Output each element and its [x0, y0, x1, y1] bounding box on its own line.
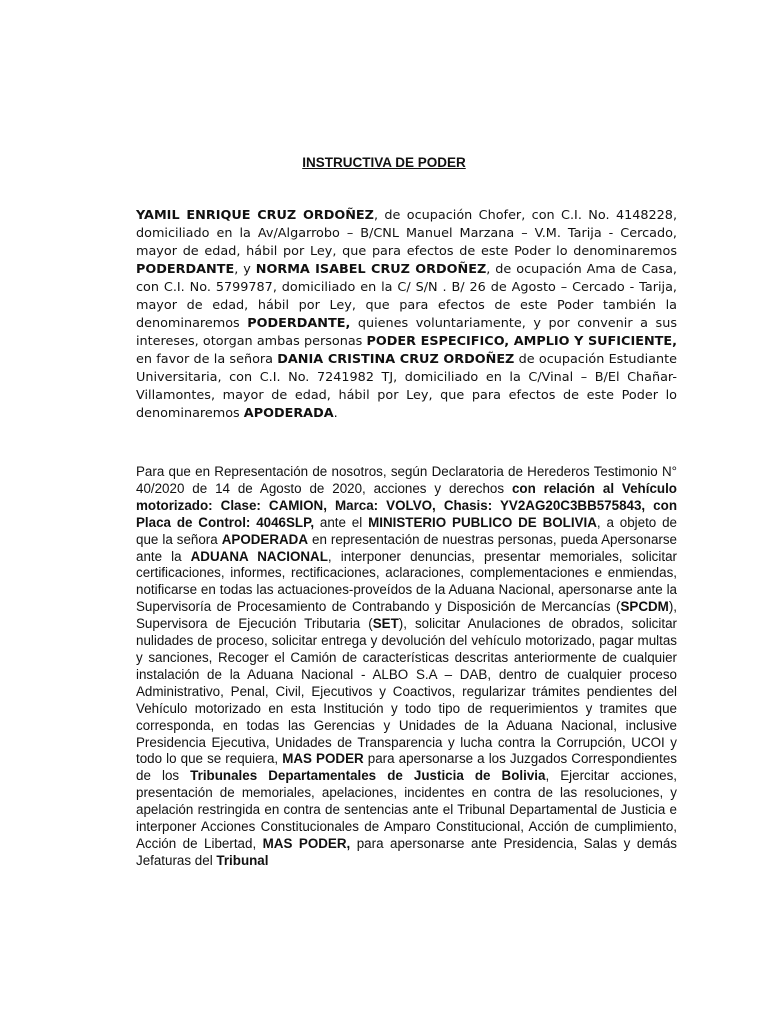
- text-run: .: [333, 406, 338, 421]
- text-run: , interponer denuncias, presentar memoriales, solicitar certificaciones, informes, rectificaciones, aclaraciones, complementaciones e enmiendas, notificarse en todas las actuaciones-proveídos de la Aduana Nacional, apersonarse ante la Supervisoría de Procesamiento de Contrabando y Disposición de Mercancías (: [136, 548, 677, 615]
- bold-text-run: MAS PODER: [282, 751, 364, 767]
- text-run: , a objeto de que la señora: [136, 514, 677, 547]
- text-run: ), solicitar Anulaciones de obrados, solicitar nulidades de proceso, solicitar entrega y devolución del vehículo motorizado, pagar multas y sanciones, Recoger el Camión de características descritas anteriormente de cualquier instalación de la Aduana Nacional - ALBO S.A – DAB, dentro de cualquier proceso Administrativo, Penal, Civil, Ejecutivos y Coactivos, regularizar trámites pendientes del Vehículo motorizado en esta Institución y todo tipo de requerimientos y tramites que corresponda, en todas las Gerencias y Unidades de la Aduana Nacional, inclusive Presidencia Ejecutiva, Unidades de Transparencia y lucha contra la Corrupción, UCOI y todo lo que se requiera,: [136, 616, 677, 767]
- text-run: Para que en Representación de nosotros, según Declaratoria de Herederos Testimonio N° 40/2020 de 14 de Agosto de 2020, acciones y derechos: [136, 464, 677, 496]
- bold-text-run: MINISTERIO PUBLICO DE BOLIVIA: [368, 514, 597, 530]
- text-run: , Ejercitar acciones, presentación de memoriales, apelaciones, incidentes en contra de las resoluciones, y apelación restringida en contra de sentencias ante el Tribunal Departamental de Justicia e interponer Acciones Constitucionales de Amparo Constitucional, Acción de cumplimiento, Acción de Libertad,: [136, 768, 677, 851]
- text-run: , y: [234, 262, 256, 277]
- text-run: para apersonarse a los Juzgados Correspondientes de los: [136, 751, 677, 784]
- bold-text-run: DANIA CRISTINA CRUZ ORDOÑEZ: [277, 352, 515, 367]
- document-title: INSTRUCTIVA DE PODER: [302, 155, 466, 170]
- text-run: , de ocupación Chofer, con C.I. No. 4148228, domiciliado en la Av/Algarrobo – B/CNL Manuel Marzana – V.M. Tarija - Cercado, mayor de edad, hábil por Ley, que para efectos de este Poder lo denominaremos: [136, 208, 678, 259]
- bold-text-run: PODERDANTE,: [247, 316, 351, 331]
- bold-text-run: PODERDANTE: [136, 262, 235, 277]
- bold-text-run: SPCDM: [620, 599, 669, 615]
- bold-text-run: SET: [372, 616, 399, 632]
- text-run: en representación de nuestras personas, pueda Apersonarse ante la: [136, 531, 677, 564]
- bold-text-run: NORMA ISABEL CRUZ ORDOÑEZ: [255, 262, 487, 277]
- bold-text-run: APODERADA: [221, 531, 309, 547]
- text-run: ante el: [314, 514, 369, 530]
- bold-text-run: APODERADA: [243, 406, 334, 421]
- bold-text-run: Tribunales Departamentales de Justicia de Bolivia: [190, 768, 546, 784]
- text-run: de ocupación Estudiante Universitaria, con C.I. No. 7241982 TJ, domiciliado en la C/Vinal – B/El Chañar-Villamontes, mayor de edad, hábil por Ley, que para efectos de este Poder lo denominaremos: [136, 352, 677, 421]
- bold-text-run: MAS PODER,: [262, 835, 351, 851]
- text-run: , de ocupación Ama de Casa, con C.I. No. 5799787, domiciliado en la C/ S/N . B/ 26 de Agosto – Cercado - Tarija, mayor de edad, hábil por Ley, que para efectos de este Poder también la denominaremos: [136, 262, 678, 331]
- text-run: ), Supervisora de Ejecución Tributaria (: [136, 599, 677, 632]
- text-run: quienes voluntariamente, y por convenir a sus intereses, otorgan ambas personas: [136, 316, 677, 349]
- bold-text-run: Tribunal: [216, 852, 269, 868]
- bold-text-run: YAMIL ENRIQUE CRUZ ORDOÑEZ: [136, 208, 374, 223]
- text-run: para apersonarse ante Presidencia, Salas y demás Jefaturas del: [136, 835, 678, 868]
- bold-text-run: con relación al Vehículo motorizado: Clase: CAMION, Marca: VOLVO, Chasis: YV2AG20C3BB575843, con Placa de Control: 4046SLP,: [136, 480, 677, 530]
- paragraph-powers: [136, 464, 677, 870]
- bold-text-run: PODER ESPECIFICO, AMPLIO Y SUFICIENTE,: [366, 334, 677, 349]
- paragraph-grantors: [136, 207, 677, 423]
- text-run: en favor de la señora: [136, 352, 278, 367]
- bold-text-run: ADUANA NACIONAL: [190, 548, 328, 564]
